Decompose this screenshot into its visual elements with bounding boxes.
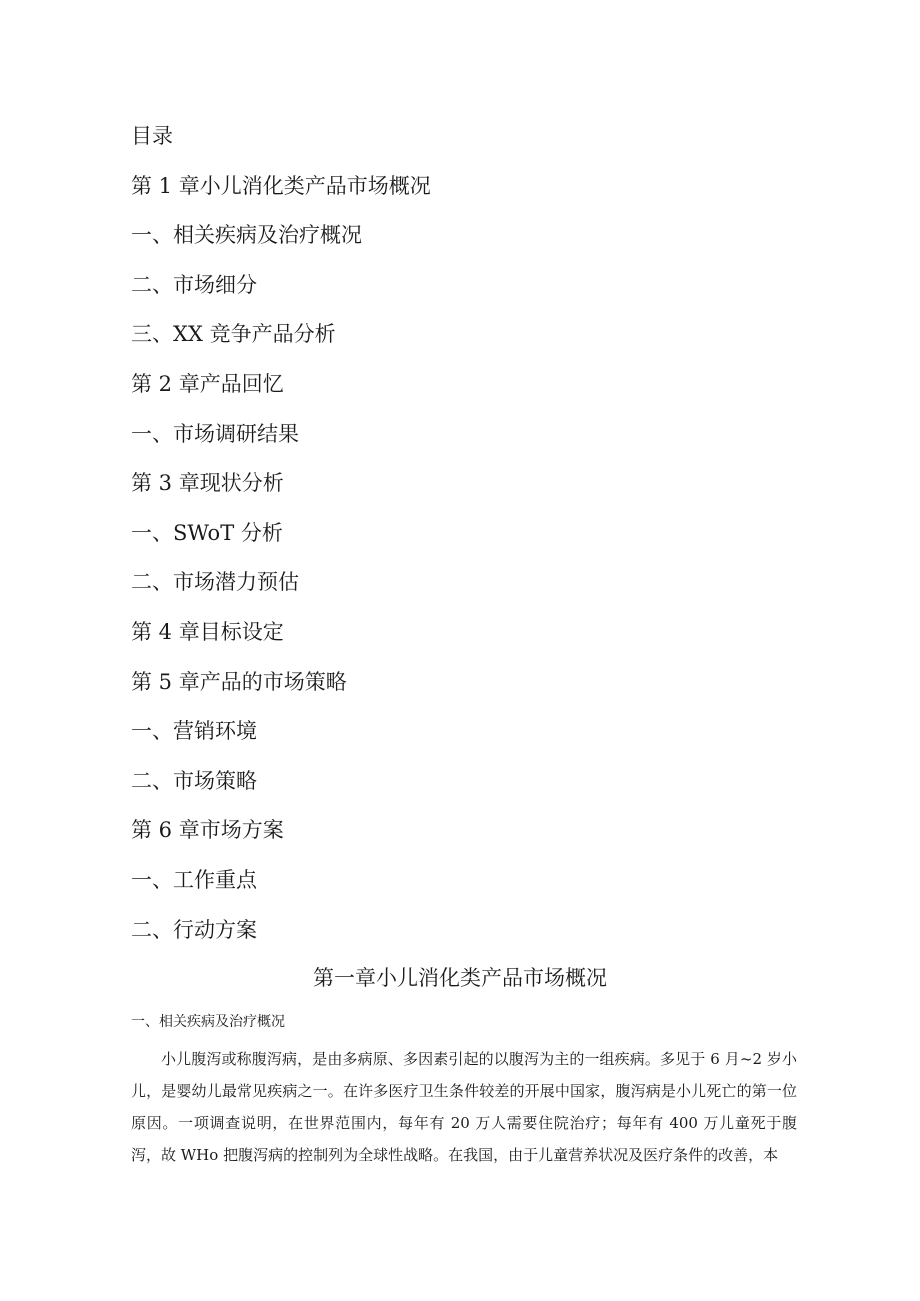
toc-item-6-1: 一、工作重点	[131, 867, 257, 892]
toc-item-3-1: 一、SWoT 分析	[131, 520, 283, 545]
toc-item-5-1: 一、营销环境	[131, 719, 257, 744]
table-of-contents	[131, 112, 791, 955]
toc-item-3-2: 二、市场潜力预估	[131, 570, 299, 595]
toc-item-chapter-4: 第 4 章目标设定	[131, 619, 284, 644]
toc-item-chapter-5: 第 5 章产品的市场策略	[131, 669, 347, 694]
toc-title: 目录	[131, 124, 173, 148]
section-heading: 一、相关疾病及治疗概况	[131, 1014, 285, 1030]
toc-item-2-1: 一、市场调研结果	[131, 421, 299, 446]
toc-item-chapter-1: 第 1 章小儿消化类产品市场概况	[131, 173, 431, 198]
toc-item-chapter-2: 第 2 章产品回忆	[131, 371, 284, 396]
toc-item-1-2: 二、市场细分	[131, 272, 257, 297]
body-paragraph: 小儿腹泻或称腹泻病，是由多病原、多因素引起的以腹泻为主的一组疾病。多见于 6 月~2 岁小儿，是婴幼儿最常见疾病之一。在许多医疗卫生条件较差的开展中国家，腹泻病是小儿死亡的第一位原因。一项调查说明，在世界范围内，每年有 20 万人需要住院治疗；每年有 400 万儿童死于腹泻，故 WHo 把腹泻病的控制列为全球性战略。在我国，由于儿童营养状况及医疗条件的改善，本	[131, 1050, 797, 1164]
toc-item-6-2: 二、行动方案	[131, 917, 257, 942]
toc-item-chapter-3: 第 3 章现状分析	[131, 471, 284, 496]
chapter-heading: 第一章小儿消化类产品市场概况	[313, 966, 607, 990]
toc-item-1-3: 三、XX 竞争产品分析	[131, 322, 336, 347]
toc-item-chapter-6: 第 6 章市场方案	[131, 818, 284, 843]
toc-item-1-1: 一、相关疾病及治疗概况	[131, 223, 362, 248]
toc-item-5-2: 二、市场策略	[131, 768, 257, 793]
